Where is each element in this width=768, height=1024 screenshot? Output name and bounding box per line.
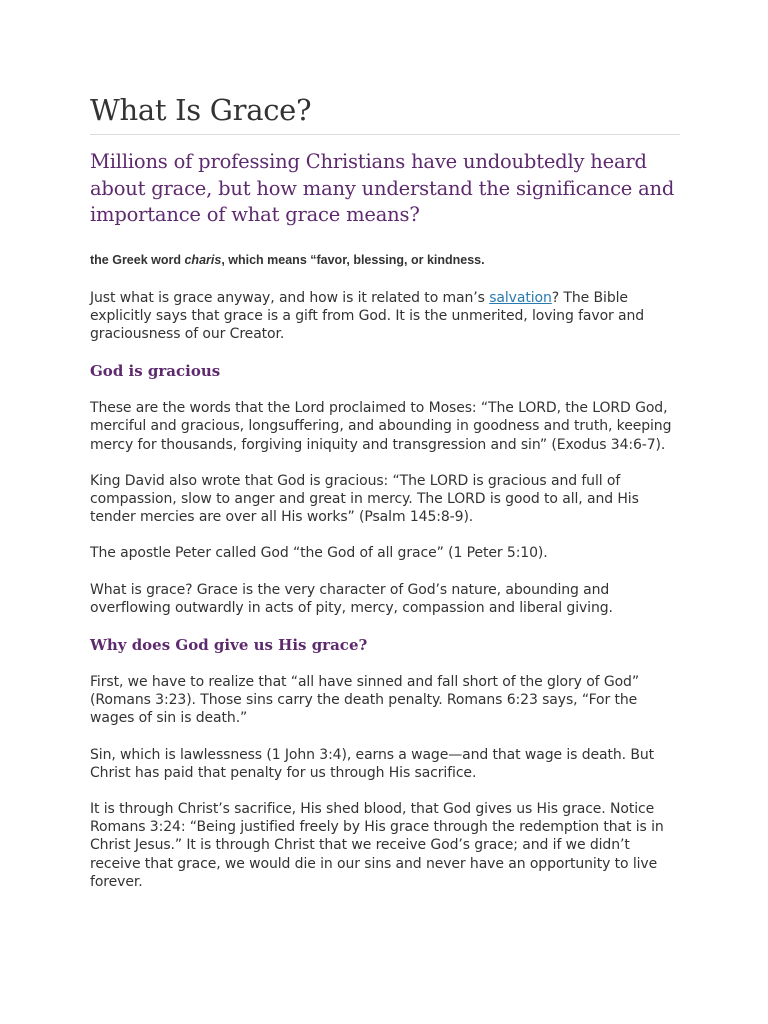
- intro-text-before: Just what is grace anyway, and how is it related to man’s: [90, 289, 490, 306]
- greek-word-note: [90, 251, 680, 269]
- article-deck: Millions of professing Christians have undoubtedly heard about grace, but how many understand the significance and importance of what grace means?: [90, 150, 675, 226]
- paragraph: King David also wrote that God is gracious: “The LORD is gracious and full of compassion, slow to anger and great in mercy. The LORD is good to all, and His tender mercies are over all His works” (Psalm 145:8-9).: [90, 472, 639, 526]
- note-text-after: , which means “favor, blessing, or kindness.: [221, 252, 485, 267]
- paragraph: It is through Christ’s sacrifice, His shed blood, that God gives us His grace. Notice Romans 3:24: “Being justified freely by His grace through the redemption that is in Christ Jesus.” It is through Christ that we receive God’s grace; and if we didn’t receive that grace, we would die in our sins and never have an opportunity to live forever.: [90, 800, 664, 890]
- paragraph: First, we have to realize that “all have sinned and fall short of the glory of God” (Romans 3:23). Those sins carry the death penalty. Romans 6:23 says, “For the wages of sin is death.”: [90, 673, 639, 727]
- paragraph: What is grace? Grace is the very character of God’s nature, abounding and overflowing outwardly in acts of pity, mercy, compassion and liberal giving.: [90, 581, 613, 616]
- note-greek-word: charis: [184, 252, 222, 267]
- article-title: What Is Grace?: [90, 93, 312, 127]
- paragraph: These are the words that the Lord proclaimed to Moses: “The LORD, the LORD God, merciful and gracious, longsuffering, and abounding in goodness and truth, keeping mercy for thousands, forgiving iniquity and transgression and sin” (Exodus 34:6-7).: [90, 400, 672, 453]
- section-heading-god-is-gracious: God is gracious: [90, 362, 221, 381]
- intro-text-after: ? The Bible explicitly says that grace is a gift from God. It is the unmerited, loving favor and graciousness of our Creator.: [90, 289, 645, 342]
- salvation-link[interactable]: salvation: [489, 289, 552, 306]
- note-text-before: the Greek word: [90, 252, 185, 267]
- title-divider: [90, 134, 680, 135]
- paragraph: Sin, which is lawlessness (1 John 3:4), earns a wage—and that wage is death. But Christ has paid that penalty for us through His sacrifice.: [90, 746, 655, 781]
- section-heading-why-grace: Why does God give us His grace?: [90, 635, 368, 654]
- intro-paragraph: [90, 289, 680, 344]
- article: [90, 92, 680, 909]
- paragraph: The apostle Peter called God “the God of all grace” (1 Peter 5:10).: [90, 545, 548, 562]
- deck-wrapper: [90, 149, 680, 229]
